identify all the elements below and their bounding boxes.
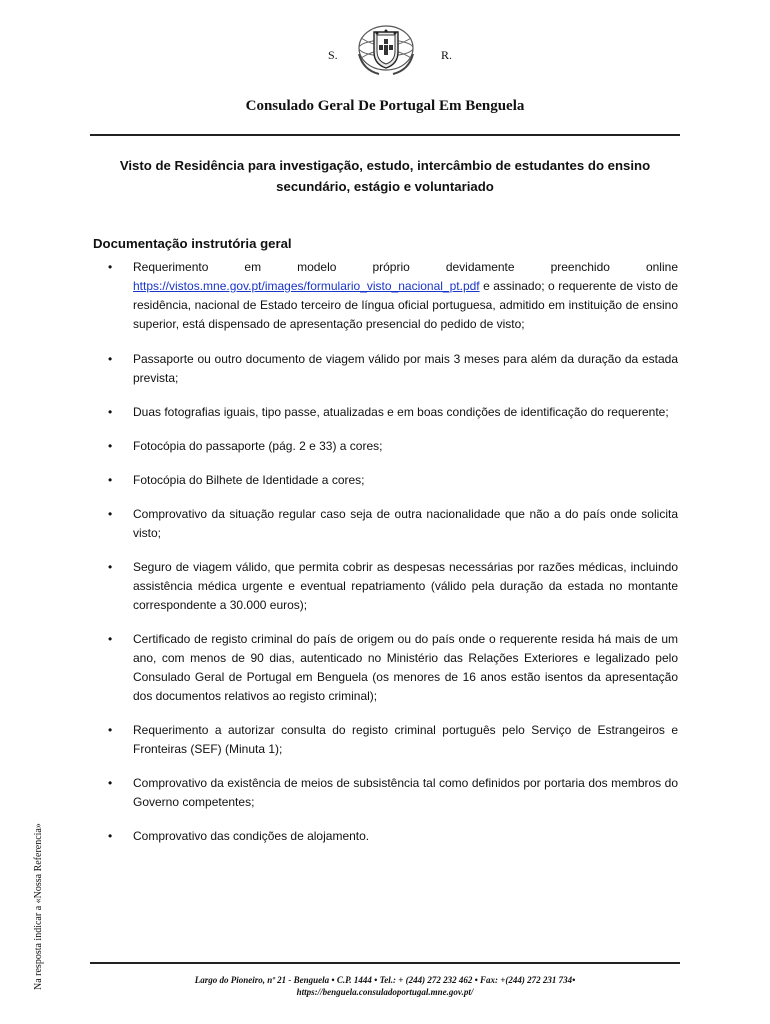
bullet-icon: •: [108, 439, 113, 453]
list-item-text: Comprovativo da situação regular caso seja de outra nacionalidade que não a do país onde solicita visto;: [133, 507, 678, 540]
list-item-text: Passaporte ou outro documento de viagem válido por mais 3 meses para além da duração da estada prevista;: [133, 352, 678, 385]
list-item: [108, 630, 678, 706]
footer-address: Largo do Pioneiro, nº 21 - Benguela • C.P. 1444 • Tel.: + (244) 272 232 462 • Fax: +(244) 272 231 734•: [194, 975, 576, 985]
section-title: Documentação instrutória geral: [93, 236, 292, 251]
list-item-text: Fotocópia do passaporte (pág. 2 e 33) a cores;: [133, 439, 383, 453]
list-item-text: Requerimento a autorizar consulta do registo criminal português pelo Serviço de Estrangeiros e Fronteiras (SEF) (Minuta 1);: [133, 723, 678, 756]
list-item-text: Fotocópia do Bilhete de Identidade a cores;: [133, 473, 365, 487]
list-item-text: Duas fotografias iguais, tipo passe, atualizadas e em boas condições de identificação do requerente;: [133, 405, 669, 419]
list-item-text: Certificado de registo criminal do país de origem ou do país onde o requerente resida há mais de um ano, com menos de 90 dias, autenticado no Ministério das Relações Exteriores e legalizado pelo Consulado Geral de Portugal em Benguela (os menores de 16 anos estão isentos da apresentação dos documentos relativos ao registo criminal);: [133, 632, 678, 703]
header-divider: [90, 134, 680, 136]
bullet-icon: •: [108, 352, 113, 366]
consulate-name: Consulado Geral De Portugal Em Benguela: [245, 98, 525, 114]
bullet-icon: •: [108, 560, 113, 574]
list-item-text-continued: e assinado; o requerente de visto de residência, nacional de Estado terceiro de língua oficial portuguesa, admitido em instituição de ensino superior, está dispensado de apresentação presencial do pedido de visto;: [133, 279, 678, 331]
list-item-text: Seguro de viagem válido, que permita cobrir as despesas necessárias por razões médicas, incluindo assistência médica urgente e eventual repatriamento (válido pela duração da estada no montante correspondente a 30.000 euros);: [133, 560, 678, 612]
bullet-icon: •: [108, 260, 113, 274]
bullet-icon: •: [108, 829, 113, 843]
list-item: [108, 403, 678, 422]
bullet-icon: •: [108, 723, 113, 737]
footer-divider: [90, 962, 680, 964]
list-item-text: Comprovativo da existência de meios de subsistência tal como definidos por portaria dos membros do Governo competentes;: [133, 776, 678, 809]
requirements-list: [108, 258, 678, 861]
document-title: Visto de Residência para investigação, estudo, intercâmbio de estudantes do ensino secundário, estágio e voluntariado: [119, 158, 651, 194]
list-item: [108, 471, 678, 490]
bullet-icon: •: [108, 507, 113, 521]
bullet-icon: •: [108, 473, 113, 487]
list-item: [108, 558, 678, 615]
list-item: [108, 827, 678, 846]
bullet-icon: •: [108, 632, 113, 646]
header-letter-s: S.: [328, 48, 338, 62]
list-item-text: Requerimento em modelo próprio devidamente preenchido online: [133, 260, 678, 274]
list-item: [108, 774, 678, 812]
bullet-icon: •: [108, 776, 113, 790]
list-item: [108, 437, 678, 456]
list-item: [108, 350, 678, 388]
header-letter-r: R.: [441, 48, 453, 62]
list-item: [108, 721, 678, 759]
bullet-icon: •: [108, 405, 113, 419]
reference-side-note: Na resposta indicar a «Nossa Referencia»: [33, 823, 44, 990]
portuguese-coat-of-arms-icon: [355, 24, 417, 76]
list-item: [108, 258, 678, 334]
list-item-text: Comprovativo das condições de alojamento.: [133, 829, 370, 843]
form-link[interactable]: https://vistos.mne.gov.pt/images/formulario_visto_nacional_pt.pdf: [133, 279, 480, 293]
footer-website[interactable]: https://benguela.consuladoportugal.mne.gov.pt/: [296, 987, 474, 997]
list-item: [108, 505, 678, 543]
